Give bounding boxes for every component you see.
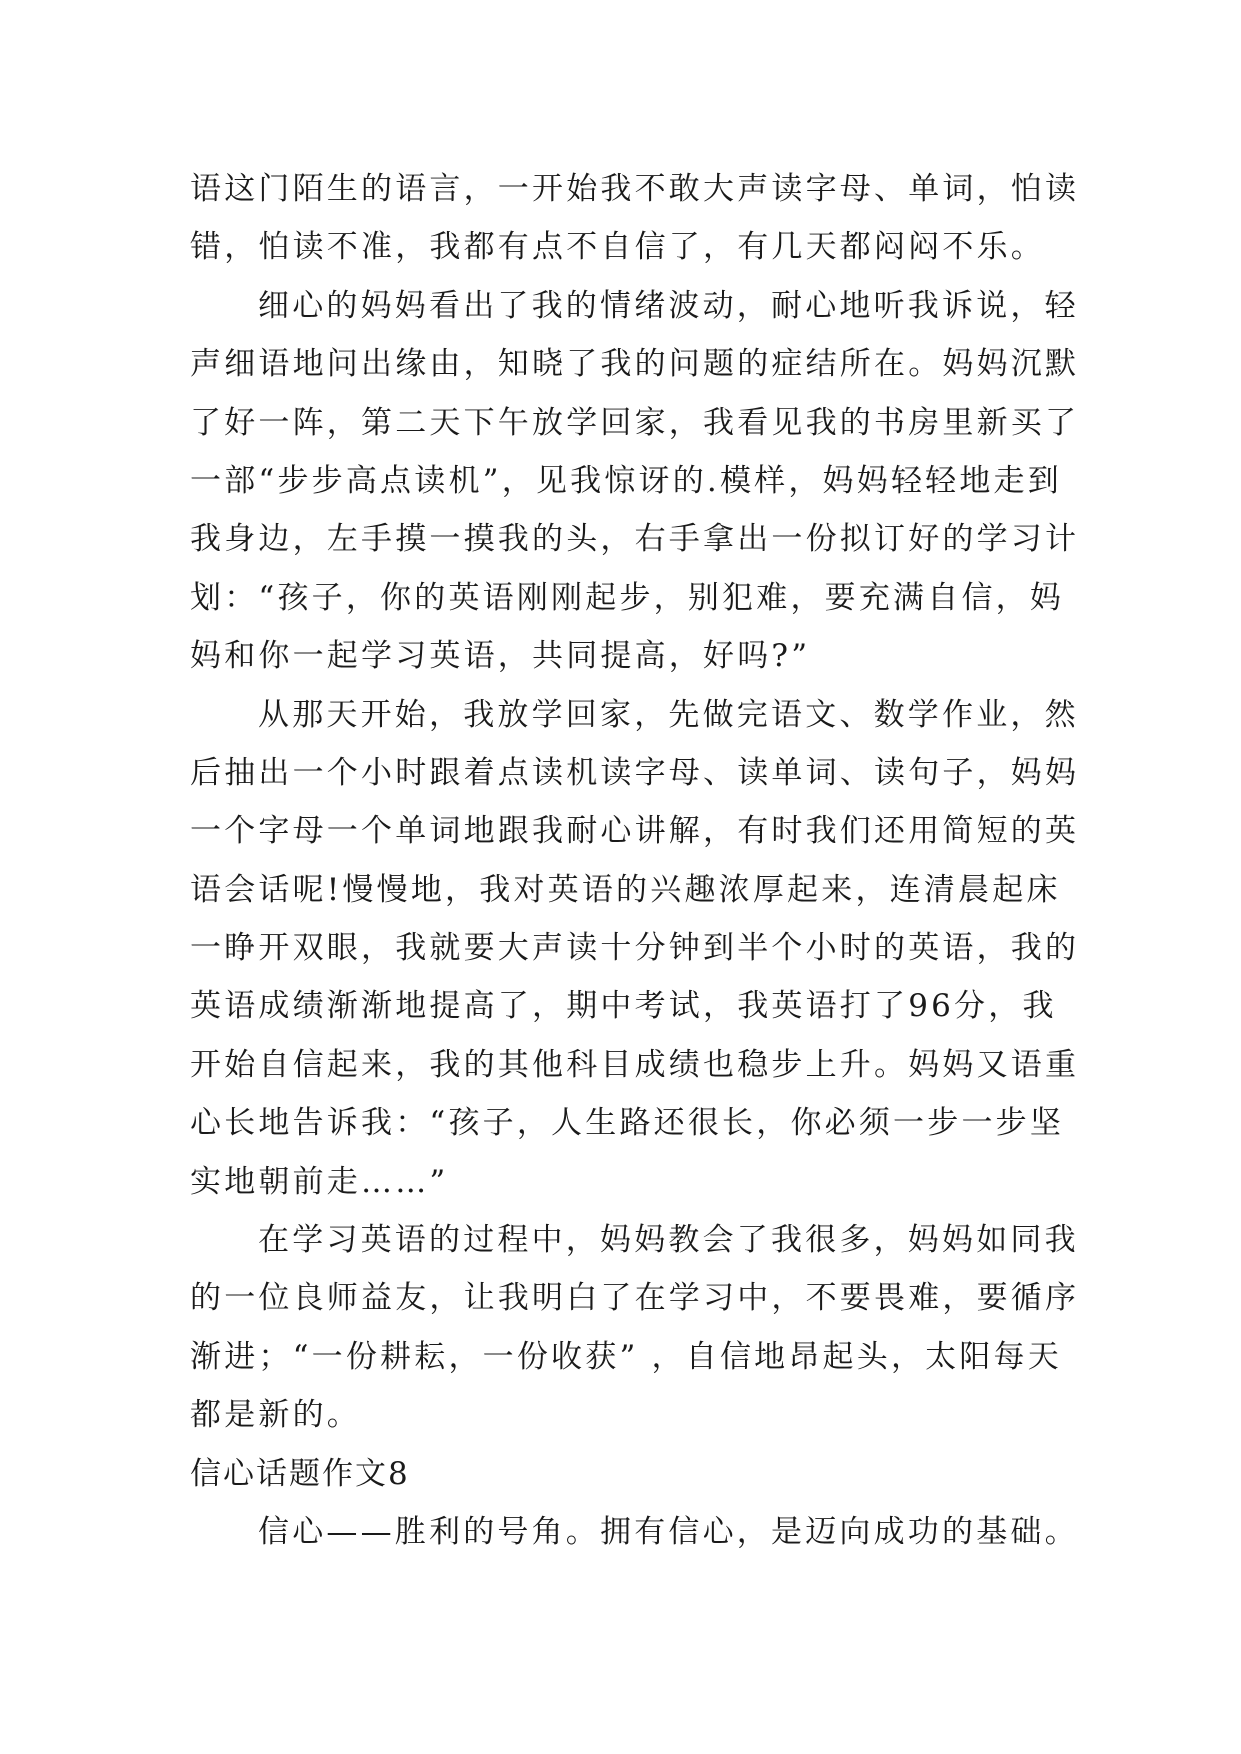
paragraph xyxy=(190,1503,1079,1561)
paragraph xyxy=(190,277,1080,686)
text-line: 开始自信起来，我的其他科目成绩也稳步上升。妈妈又语重 xyxy=(190,1046,1080,1083)
text-line: 信心——胜利的号角。拥有信心，是迈向成功的基础。 xyxy=(258,1513,1079,1550)
text-line: 妈和你一起学习英语，共同提高，好吗?” xyxy=(190,638,811,675)
text-line: 心长地告诉我：“孩子，人生路还很长，你必须一步一步坚 xyxy=(190,1105,1065,1142)
document-body xyxy=(190,160,1080,1561)
paragraph xyxy=(190,686,1080,1212)
text-line: 划：“孩子，你的英语刚刚起步，别犯难，要充满自信，妈 xyxy=(190,579,1065,616)
text-line: 都是新的。 xyxy=(190,1397,361,1434)
paragraph xyxy=(190,160,1080,277)
text-line: 了好一阵，第二天下午放学回家，我看见我的书房里新买了 xyxy=(190,404,1080,441)
text-line: 实地朝前走……” xyxy=(190,1163,449,1200)
paragraph xyxy=(190,1211,1080,1445)
text-line: 错，怕读不准，我都有点不自信了，有几天都闷闷不乐。 xyxy=(190,229,1045,266)
text-line: 细心的妈妈看出了我的情绪波动，耐心地听我诉说，轻 xyxy=(258,287,1079,324)
text-line: 声细语地问出缘由，知晓了我的问题的症结所在。妈妈沉默 xyxy=(190,346,1080,383)
text-line: 一睁开双眼，我就要大声读十分钟到半个小时的英语，我的 xyxy=(190,930,1080,967)
text-line: 一部“步步高点读机”，见我惊讶的.模样，妈妈轻轻地走到 xyxy=(190,462,1062,499)
section-title: 信心话题作文8 xyxy=(190,1455,410,1492)
text-line: 在学习英语的过程中，妈妈教会了我很多，妈妈如同我 xyxy=(258,1222,1079,1259)
text-line: 语这门陌生的语言，一开始我不敢大声读字母、单词，怕读 xyxy=(190,171,1080,207)
text-line: 后抽出一个小时跟着点读机读字母、读单词、读句子，妈妈 xyxy=(190,754,1080,791)
text-line: 英语成绩渐渐地提高了，期中考试，我英语打了96分，我 xyxy=(190,988,1057,1025)
text-line: 从那天开始，我放学回家，先做完语文、数学作业，然 xyxy=(258,696,1079,733)
text-line: 语会话呢!慢慢地，我对英语的兴趣浓厚起来，连清晨起床 xyxy=(190,871,1061,908)
text-line: 的一位良师益友，让我明白了在学习中，不要畏难，要循序 xyxy=(190,1280,1080,1317)
text-line: 我身边，左手摸一摸我的头，右手拿出一份拟订好的学习计 xyxy=(190,521,1080,558)
text-line: 一个字母一个单词地跟我耐心讲解，有时我们还用简短的英 xyxy=(190,813,1080,850)
text-line: 渐进；“一份耕耘，一份收获” ，自信地昂起头，太阳每天 xyxy=(190,1338,1062,1375)
